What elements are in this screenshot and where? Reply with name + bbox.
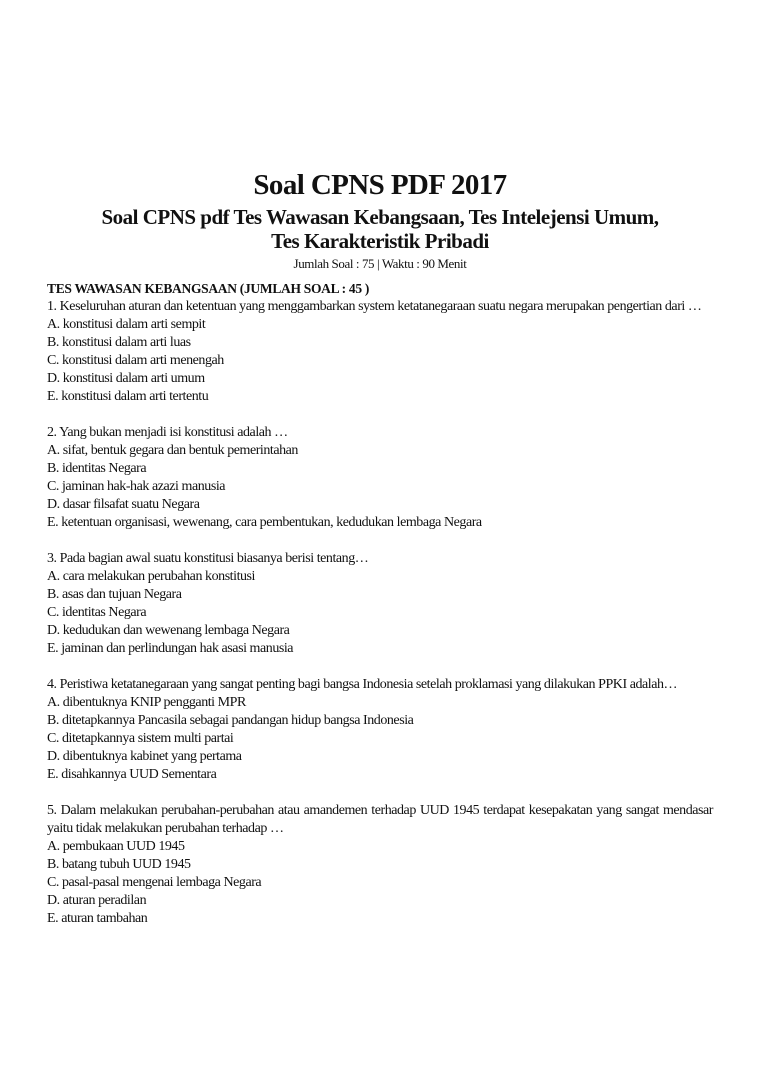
- answer-option: C. pasal-pasal mengenai lembaga Negara: [47, 875, 262, 890]
- answer-option: B. konstitusi dalam arti luas: [47, 335, 191, 350]
- question-list: [47, 298, 713, 928]
- document-title: Soal CPNS PDF 2017: [253, 169, 507, 201]
- question-item: [47, 298, 713, 406]
- answer-option: D. aturan peradilan: [47, 893, 147, 908]
- answer-option: E. aturan tambahan: [47, 911, 148, 926]
- subtitle-line: Tes Karakteristik Pribadi: [271, 229, 489, 253]
- answer-option: C. konstitusi dalam arti menengah: [47, 353, 224, 368]
- answer-option: E. jaminan dan perlindungan hak asasi manusia: [47, 641, 294, 656]
- answer-option: C. ditetapkannya sistem multi partai: [47, 731, 234, 746]
- answer-option: B. ditetapkannya Pancasila sebagai pandangan hidup bangsa Indonesia: [47, 713, 414, 728]
- answer-option: B. identitas Negara: [47, 461, 147, 476]
- exam-meta: Jumlah Soal : 75 | Waktu : 90 Menit: [293, 256, 467, 271]
- answer-option: A. dibentuknya KNIP pengganti MPR: [47, 695, 246, 710]
- question-item: [47, 550, 713, 658]
- question-text: 4. Peristiwa ketatanegaraan yang sangat penting bagi bangsa Indonesia setelah proklamasi yang dilakukan PPKI adalah…: [47, 677, 678, 692]
- subtitle-line: Soal CPNS pdf Tes Wawasan Kebangsaan, Tes Intelejensi Umum,: [101, 205, 659, 229]
- answer-option: B. batang tubuh UUD 1945: [47, 857, 191, 872]
- answer-option: E. disahkannya UUD Sementara: [47, 767, 217, 782]
- answer-option: E. konstitusi dalam arti tertentu: [47, 389, 209, 404]
- question-item: [47, 424, 713, 532]
- question-text: 3. Pada bagian awal suatu konstitusi biasanya berisi tentang…: [47, 551, 369, 566]
- question-text: 2. Yang bukan menjadi isi konstitusi adalah …: [47, 425, 288, 440]
- answer-option: C. jaminan hak-hak azazi manusia: [47, 479, 226, 494]
- answer-option: A. konstitusi dalam arti sempit: [47, 317, 206, 332]
- question-item: [47, 676, 713, 784]
- document-page: [47, 168, 713, 946]
- answer-option: A. sifat, bentuk gegara dan bentuk pemerintahan: [47, 443, 298, 458]
- answer-option: A. pembukaan UUD 1945: [47, 839, 185, 854]
- question-text: 5. Dalam melakukan perubahan-perubahan atau amandemen terhadap UUD 1945 terdapat kesepakatan yang sangat mendasar yaitu tidak melakukan perubahan terhadap …: [47, 803, 713, 836]
- question-text: 1. Keseluruhan aturan dan ketentuan yang menggambarkan system ketatanegaraan suatu negara merupakan pengertian dari …: [47, 299, 702, 314]
- document-subtitle: [47, 205, 713, 253]
- section-heading: TES WAWASAN KEBANGSAAN (JUMLAH SOAL : 45 ): [47, 281, 370, 296]
- answer-option: D. kedudukan dan wewenang lembaga Negara: [47, 623, 290, 638]
- answer-option: A. cara melakukan perubahan konstitusi: [47, 569, 255, 584]
- answer-option: C. identitas Negara: [47, 605, 147, 620]
- answer-option: D. konstitusi dalam arti umum: [47, 371, 205, 386]
- answer-option: B. asas dan tujuan Negara: [47, 587, 182, 602]
- answer-option: D. dasar filsafat suatu Negara: [47, 497, 200, 512]
- answer-option: E. ketentuan organisasi, wewenang, cara pembentukan, kedudukan lembaga Negara: [47, 515, 482, 530]
- question-item: [47, 802, 713, 928]
- answer-option: D. dibentuknya kabinet yang pertama: [47, 749, 242, 764]
